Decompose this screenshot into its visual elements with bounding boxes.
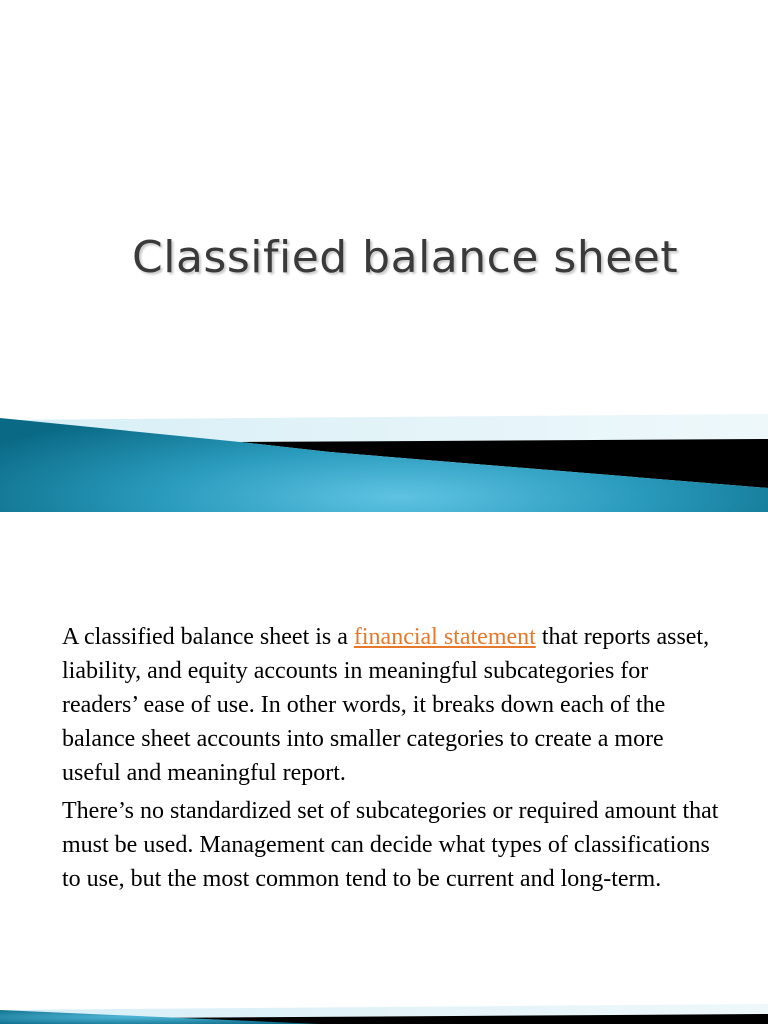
paragraph-subcategories: There’s no standardized set of subcategories or required amount that must be used. Management can decide what types of classifications to use, but the most common tend to be current and long-term. xyxy=(62,798,719,892)
slide-body xyxy=(62,620,722,900)
paragraph-definition xyxy=(62,620,722,790)
paragraph-definition-end: that reports asset, liability, and equity accounts in meaningful subcategories for readers’ ease of use. In other words, it breaks down each of the balance sheet accounts into smaller categories to create a more useful and meaningful report. xyxy=(62,624,710,786)
slide-title-text: Classified balance sheet xyxy=(132,232,679,283)
financial-statement-link[interactable]: financial statement xyxy=(353,624,536,650)
bottom-decorative-band xyxy=(0,994,768,1024)
slide-content xyxy=(0,512,768,1024)
paragraph-definition-start: A classified balance sheet is a xyxy=(62,624,354,650)
decorative-band xyxy=(0,412,768,512)
